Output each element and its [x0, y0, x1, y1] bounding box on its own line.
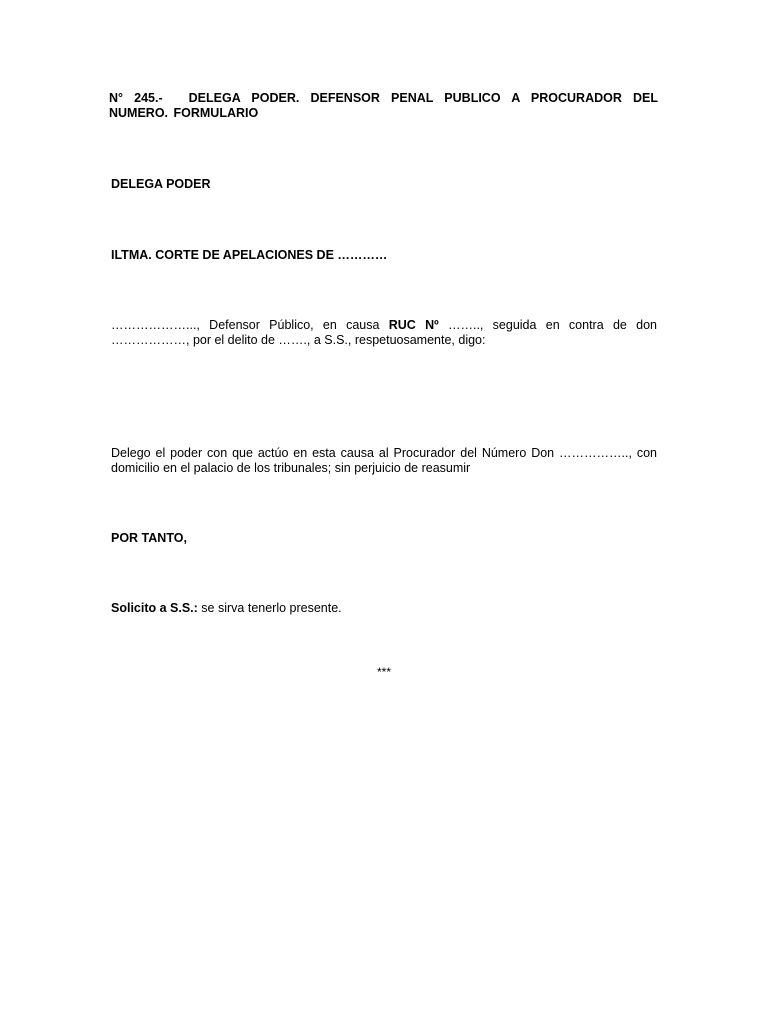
por-tanto: POR TANTO, [111, 531, 187, 545]
body-paragraph: Delego el poder con que actúo en esta causa al Procurador del Número Don …………….., con domicilio en el palacio de los tribunales; sin perjuicio de reasumir [111, 446, 657, 475]
document-title-text: DELEGA PODER. DEFENSOR PENAL PUBLICO A PROCURADOR DEL NUMERO. FORMULARIO [109, 91, 658, 120]
intro-text-part1: ………………..., Defensor Público, en causa [111, 318, 389, 332]
request-paragraph [111, 601, 657, 616]
intro-paragraph [111, 318, 657, 348]
document-number: N° 245.- [109, 91, 163, 105]
request-text: se sirva tenerlo presente. [197, 601, 342, 615]
intro-text-part2: …….., seguida en contra de don ………………, por el delito de ……., a S.S., respetuosamente, digo: [111, 318, 657, 347]
heading-delega-poder: DELEGA PODER [111, 177, 211, 191]
ruc-label: RUC Nº [388, 318, 439, 332]
request-label: Solicito a S.S.: [111, 601, 198, 615]
end-mark: *** [376, 665, 391, 679]
addressee-court: ILTMA. CORTE DE APELACIONES DE ………… [111, 248, 388, 262]
document-title [109, 91, 658, 121]
